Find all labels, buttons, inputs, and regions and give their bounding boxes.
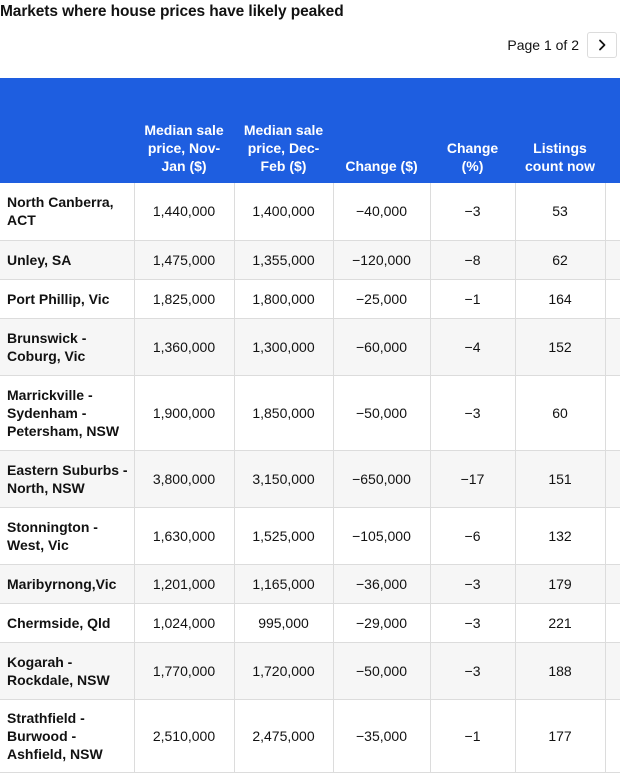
table-row [0, 699, 620, 772]
overflow-cell [605, 240, 620, 279]
column-header-change-percent[interactable]: Change (%) [430, 78, 515, 183]
column-header-price-dec-feb[interactable]: Median sale price, Dec-Feb ($) [234, 78, 333, 183]
table-title: Markets where house prices have likely peaked [0, 3, 344, 20]
change-dollars: −35,000 [333, 699, 430, 772]
market-name: Strathfield - Burwood - Ashfield, NSW [0, 699, 134, 772]
listings-count: 60 [515, 375, 605, 450]
change-dollars: −60,000 [333, 318, 430, 375]
change-percent: −3 [430, 183, 515, 240]
market-name: Eastern Suburbs - North, NSW [0, 450, 134, 507]
price-dec-feb: 995,000 [234, 603, 333, 642]
price-nov-jan: 2,510,000 [134, 699, 234, 772]
column-header-change-dollars[interactable]: Change ($) [333, 78, 430, 183]
change-percent: −1 [430, 279, 515, 318]
change-percent: −17 [430, 450, 515, 507]
overflow-cell [605, 603, 620, 642]
chevron-right-icon [597, 39, 607, 51]
table-row [0, 507, 620, 564]
listings-count: 132 [515, 507, 605, 564]
column-header-price-nov-jan[interactable]: Median sale price, Nov-Jan ($) [134, 78, 234, 183]
change-dollars: −50,000 [333, 642, 430, 699]
change-dollars: −650,000 [333, 450, 430, 507]
change-dollars: −40,000 [333, 183, 430, 240]
column-header-overflow [605, 78, 620, 183]
market-name: Marrickville - Sydenham - Petersham, NSW [0, 375, 134, 450]
market-name: North Canberra, ACT [0, 183, 134, 240]
listings-count: 179 [515, 564, 605, 603]
price-dec-feb: 1,165,000 [234, 564, 333, 603]
price-nov-jan: 1,630,000 [134, 507, 234, 564]
price-nov-jan: 1,024,000 [134, 603, 234, 642]
price-nov-jan: 1,360,000 [134, 318, 234, 375]
table-row [0, 318, 620, 375]
overflow-cell [605, 375, 620, 450]
table-row [0, 603, 620, 642]
price-dec-feb: 2,475,000 [234, 699, 333, 772]
overflow-cell [605, 279, 620, 318]
price-nov-jan: 3,800,000 [134, 450, 234, 507]
price-nov-jan: 1,825,000 [134, 279, 234, 318]
overflow-cell [605, 564, 620, 603]
change-dollars: −36,000 [333, 564, 430, 603]
table-row [0, 183, 620, 240]
listings-count: 164 [515, 279, 605, 318]
change-percent: −3 [430, 642, 515, 699]
listings-count: 151 [515, 450, 605, 507]
table-row [0, 240, 620, 279]
table-row [0, 564, 620, 603]
market-name: Stonnington - West, Vic [0, 507, 134, 564]
price-dec-feb: 3,150,000 [234, 450, 333, 507]
price-dec-feb: 1,400,000 [234, 183, 333, 240]
market-name: Maribyrnong,Vic [0, 564, 134, 603]
overflow-cell [605, 507, 620, 564]
table-row [0, 279, 620, 318]
price-dec-feb: 1,355,000 [234, 240, 333, 279]
listings-count: 177 [515, 699, 605, 772]
price-dec-feb: 1,800,000 [234, 279, 333, 318]
price-dec-feb: 1,300,000 [234, 318, 333, 375]
price-nov-jan: 1,900,000 [134, 375, 234, 450]
change-percent: −3 [430, 375, 515, 450]
table-row [0, 375, 620, 450]
change-dollars: −25,000 [333, 279, 430, 318]
change-percent: −3 [430, 603, 515, 642]
listings-count: 188 [515, 642, 605, 699]
change-percent: −6 [430, 507, 515, 564]
overflow-cell [605, 183, 620, 240]
market-name: Brunswick - Coburg, Vic [0, 318, 134, 375]
price-nov-jan: 1,201,000 [134, 564, 234, 603]
change-percent: −4 [430, 318, 515, 375]
market-name: Unley, SA [0, 240, 134, 279]
next-page-button[interactable] [587, 32, 617, 58]
price-nov-jan: 1,440,000 [134, 183, 234, 240]
page-indicator: Page 1 of 2 [507, 37, 579, 53]
header-row [0, 78, 620, 183]
price-nov-jan: 1,475,000 [134, 240, 234, 279]
overflow-cell [605, 642, 620, 699]
house-prices-table [0, 78, 620, 773]
listings-count: 53 [515, 183, 605, 240]
market-name: Port Phillip, Vic [0, 279, 134, 318]
price-nov-jan: 1,770,000 [134, 642, 234, 699]
overflow-cell [605, 318, 620, 375]
listings-count: 221 [515, 603, 605, 642]
pagination [507, 32, 617, 58]
change-dollars: −120,000 [333, 240, 430, 279]
overflow-cell [605, 699, 620, 772]
market-name: Kogarah - Rockdale, NSW [0, 642, 134, 699]
data-table-container [0, 78, 620, 773]
change-percent: −3 [430, 564, 515, 603]
change-dollars: −29,000 [333, 603, 430, 642]
market-name: Chermside, Qld [0, 603, 134, 642]
change-percent: −1 [430, 699, 515, 772]
listings-count: 62 [515, 240, 605, 279]
table-row [0, 450, 620, 507]
change-percent: −8 [430, 240, 515, 279]
overflow-cell [605, 450, 620, 507]
listings-count: 152 [515, 318, 605, 375]
change-dollars: −105,000 [333, 507, 430, 564]
price-dec-feb: 1,720,000 [234, 642, 333, 699]
price-dec-feb: 1,850,000 [234, 375, 333, 450]
table-body [0, 183, 620, 772]
column-header-market[interactable] [0, 78, 134, 183]
change-dollars: −50,000 [333, 375, 430, 450]
column-header-listings-count[interactable]: Listings count now [515, 78, 605, 183]
table-row [0, 642, 620, 699]
price-dec-feb: 1,525,000 [234, 507, 333, 564]
